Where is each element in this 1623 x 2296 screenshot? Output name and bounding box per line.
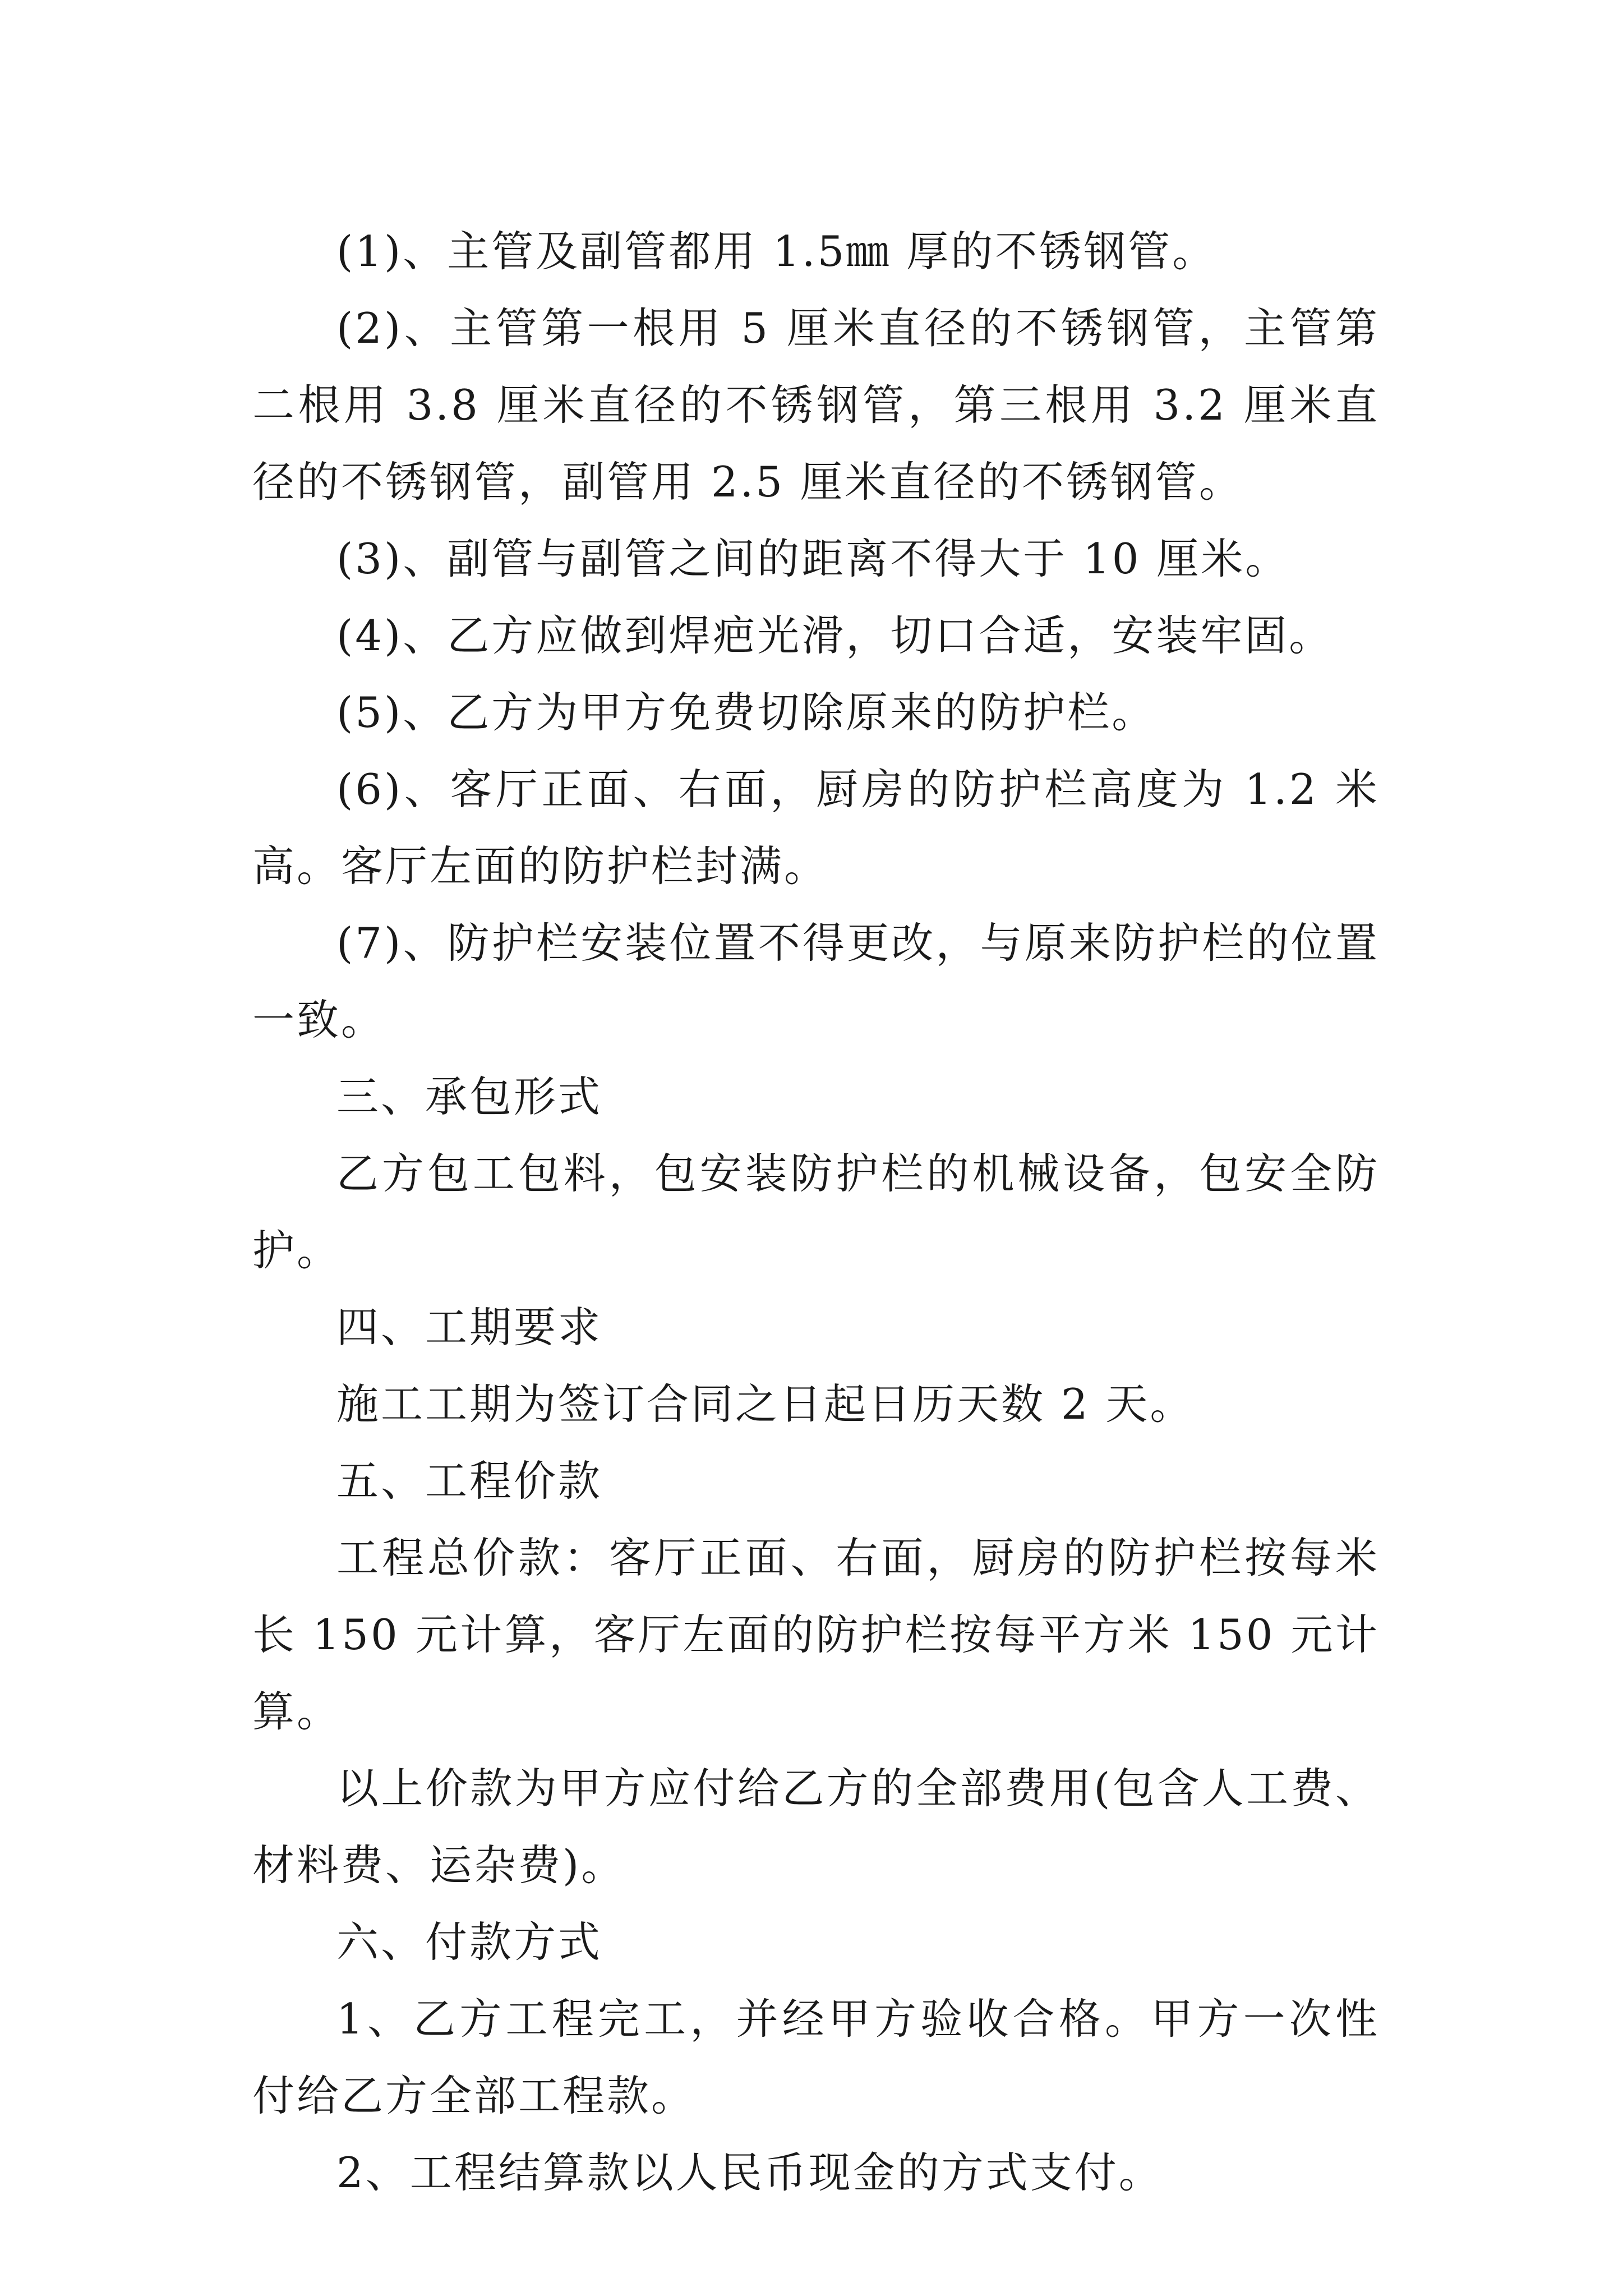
clause-1: (1)、主管及副管都用 1.5㎜ 厚的不锈钢管。 [336,227,1217,276]
price-text: 工程总价款：客厅正面、右面，厨房的防护栏按每米长 150 元计算，客厅左面的防护栏按每平方米 150 元计算。 [252,1533,1380,1736]
section-heading-payment: 六、付款方式 [336,1917,603,1967]
schedule-text: 施工工期为签订合同之日起日历天数 2 天。 [336,1379,1195,1429]
clause-6: (6)、客厅正面、右面，厨房的防护栏高度为 1.2 米高。客厅左面的防护栏封满。 [252,765,1380,891]
document-body [252,213,1380,2211]
clause-7: (7)、防护栏安装位置不得更改，与原来防护栏的位置一致。 [252,918,1380,1045]
clause-3: (3)、副管与副管之间的距离不得大于 10 厘米。 [336,534,1290,583]
contract-form-text: 乙方包工包料，包安装防护栏的机械设备，包安全防护。 [252,1149,1380,1275]
section-heading-contract-form: 三、承包形式 [336,1072,603,1121]
payment-item-2: 2、工程结算款以人民币现金的方式支付。 [336,2148,1163,2197]
section-heading-price: 五、工程价款 [336,1456,603,1506]
clause-4: (4)、乙方应做到焊疤光滑，切口合适，安装牢固。 [336,611,1334,660]
section-heading-schedule: 四、工期要求 [336,1303,603,1352]
payment-item-1: 1、乙方工程完工，并经甲方验收合格。甲方一次性付给乙方全部工程款。 [252,1994,1380,2120]
price-note: 以上价款为甲方应付给乙方的全部费用(包含人工费、材料费、运杂费)。 [252,1764,1380,1890]
clause-2: (2)、主管第一根用 5 厘米直径的不锈钢管，主管第二根用 3.8 厘米直径的不锈钢管，第三根用 3.2 厘米直径的不锈钢管，副管用 2.5 厘米直径的不锈钢管。 [252,303,1380,507]
clause-5: (5)、乙方为甲方免费切除原来的防护栏。 [336,688,1156,737]
